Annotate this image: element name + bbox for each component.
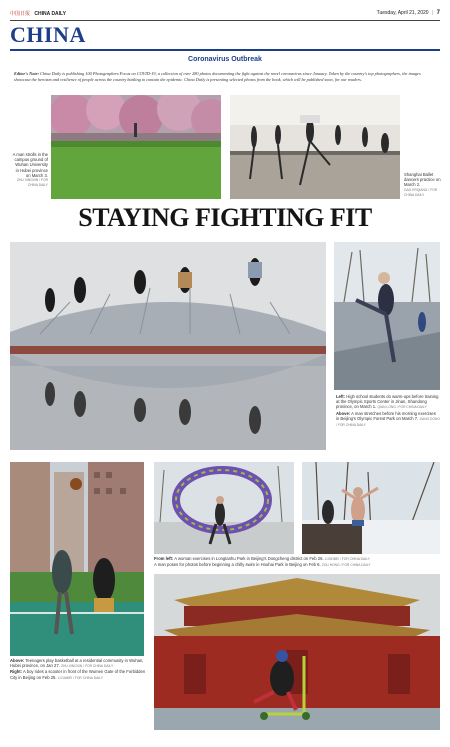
caption-credit: JIANG DONG / FOR CHINA DAILY [336,416,440,428]
date: Tuesday, April 21, 2020 [376,10,429,16]
photo-jinan-students [10,242,326,450]
caption-wuhan-university: A man strolls in the campus ground of Wuhan University in Hubei province on March 3. ZHU XINGXIN / FOR CHINA DAILY [12,152,48,188]
caption-credit: ZOU HONG / FOR CHINA DAILY [321,563,371,568]
photo-houhai-park [302,462,440,554]
caption-shanghai-ballet: Shanghai Ballet dancers practice on March 2. GAO ERQIANG / FOR CHINA DAILY [404,172,441,197]
masthead-rule [10,20,440,21]
editors-note [14,71,436,83]
photo-wuhan-university [51,95,221,199]
section-title: CHINA [10,22,86,47]
caption-credit: QIAN LONG / FOR CHINA DAILY [377,405,427,410]
section-rule [10,49,440,51]
page-label: 中国日报 [10,11,31,17]
caption-basketball-scooter: Above: Teenagers play basketball at a residential community in Wuhan, Hubei province, on Jan 27. ZHU XINGXIN / FOR CHINA DAILY Right: A boy rides a scooter in front of the Wumen Gate of the Forbidden City in Beijing on Feb 25. LI DAWEI / FOR CHINA DAILY [10,658,146,680]
caption-credit: ZHU XINGXIN / FOR CHINA DAILY [17,178,48,188]
caption-credit: LI BEIBEI / FOR CHINA DAILY [324,557,370,561]
masthead: 中国日报 CHINA DAILY Tuesday, April 21, 2020 | 7 [10,10,440,17]
caption-jinan-forest-park: Left: High school students do warm-ups before training at the Olympic Sports Center in Jinan, Shandong province, on March 1. QIAN LONG / FOR CHINA DAILY Above: A man stretches before his morning exercises in Beijing's Olympic Forest Park on March 7. JIANG DONG / FOR CHINA DAILY [336,394,440,428]
photo-wuhan-basketball [10,462,144,656]
page-number: 7 [436,10,440,16]
editors-note-text: China Daily is publishing 100 Photographers Focus on COVID-19, a collection of over 280 photos documenting the fight against the novel coronavirus since January. Taken by the country's top photographers, the images showcase the heroism and resilience of people across the country battling to contain the epidemic. China Daily is presenting selected photos from the book, which will be published soon, for our readers. [14,71,421,83]
caption-credit: ZHU XINGXIN / FOR CHINA DAILY [61,664,114,669]
editors-note-label: Editor's Note: [14,71,39,76]
caption-credit: LI DAWEI / FOR CHINA DAILY [57,675,103,680]
photo-olympic-forest-park [334,242,440,390]
caption-longtanhu-houhai: From left: A woman exercises in Longtanhu Park in Beijing's Dongcheng district on Feb 26. LI BEIBEI / FOR CHINA DAILY A man poses for photos before beginning a chilly swim in Houhai Park in Beijing on Feb 6. ZOU HONG / FOR CHINA DAILY [154,556,371,568]
caption-credit: GAO ERQIANG / FOR CHINA DAILY [404,187,438,197]
headline: STAYING FIGHTING FIT [78,203,372,232]
photo-shanghai-ballet [230,95,400,199]
photo-forbidden-city [154,574,440,730]
section-subtitle: Coronavirus Outbreak [188,56,262,63]
paper-name: CHINA DAILY [34,11,66,17]
photo-longtanhu-park [154,462,294,554]
